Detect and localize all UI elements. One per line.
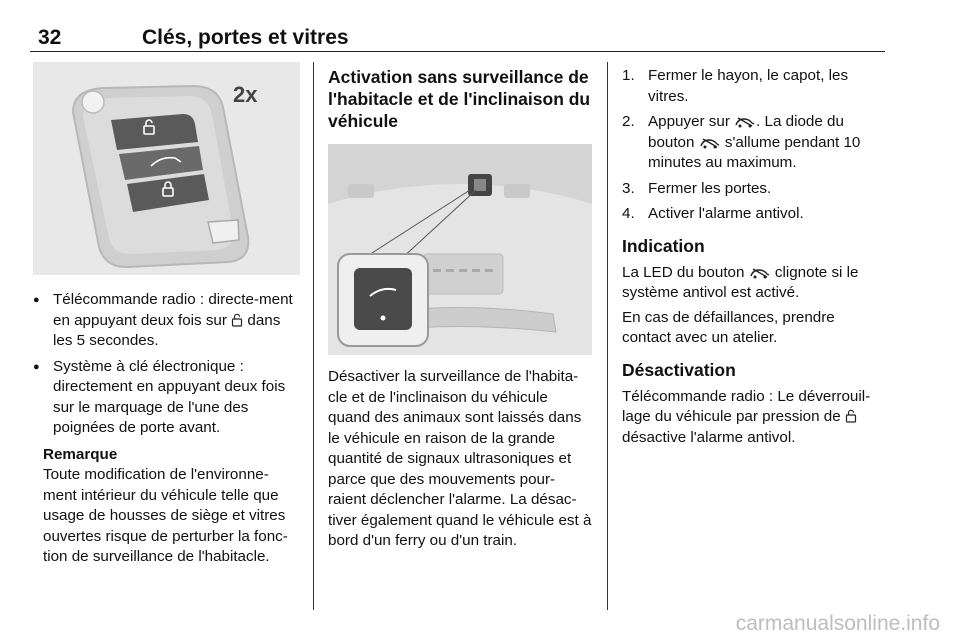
bullet-list <box>33 290 300 439</box>
car-alarm-icon <box>699 137 721 149</box>
bullet-item: ● Télécommande radio : directe-ment en appuyant deux fois sur dans les 5 secondes. <box>33 290 300 352</box>
column-3 <box>622 66 887 452</box>
key-fob-illustration <box>33 62 300 275</box>
note-title: Remarque <box>43 445 118 463</box>
header-rule <box>30 51 885 52</box>
unlock-icon <box>845 409 857 423</box>
figure-label: 2x <box>233 82 258 107</box>
section-heading: Activation sans surveillance de l'habitacle et de l'inclinaison du véhicule <box>328 67 591 131</box>
failure-text: En cas de défaillances, prendre contact avec un atelier. <box>622 308 835 346</box>
column-divider-1 <box>313 62 314 610</box>
page-header <box>30 24 885 52</box>
bullet-item: ● Système à clé électronique : directement en appuyant deux fois sur le marquage de l'une des poignées de porte avant. <box>33 357 300 439</box>
column-2 <box>328 66 592 556</box>
deactivation-heading: Désactivation <box>622 359 736 380</box>
body-paragraph: Désactiver la surveillance de l'habita-cle et de l'inclinaison du véhicule quand des animaux sont laissés dans le véhicule en raison de la grande quantité de signaux ultrasoniques et parce que des mouvements pour-raient déclencher l'alarme. La désac-tiver également quand le véhicule est à bord d'un ferry ou d'un train. <box>328 368 592 549</box>
chapter-title: Clés, portes et vitres <box>142 26 349 49</box>
step-item: 2. Appuyer sur . La diode du bouton s'allume pendant 10 minutes au maximum. <box>622 113 861 171</box>
indication-text: La LED du bouton clignote si le système antivol est activé. <box>622 263 859 301</box>
indication-heading: Indication <box>622 235 705 256</box>
step-item: 3. Fermer les portes. <box>622 179 772 197</box>
page-number: 32 <box>38 26 62 49</box>
note-text: Toute modification de l'environne-ment intérieur du véhicule telle que usage de housses de siège et vitres ouvertes risque de perturber la fonc-tion de surveillance de l'habitacle. <box>43 466 288 565</box>
car-alarm-icon <box>734 116 756 128</box>
car-alarm-icon <box>749 267 771 279</box>
step-item: 1. Fermer le hayon, le capot, les vitres. <box>622 67 849 105</box>
watermark: carmanualsonline.info <box>735 612 940 635</box>
column-divider-2 <box>607 62 608 610</box>
deactivation-text: Télécommande radio : Le déverrouil-lage du véhicule par pression de désactive l'alarme antivol. <box>622 387 871 446</box>
step-item: 4. Activer l'alarme antivol. <box>622 205 804 222</box>
unlock-icon <box>231 313 243 327</box>
column-1 <box>33 62 300 568</box>
note-block <box>33 445 300 568</box>
interior-sensor-illustration <box>328 144 592 355</box>
steps-list <box>622 66 887 225</box>
